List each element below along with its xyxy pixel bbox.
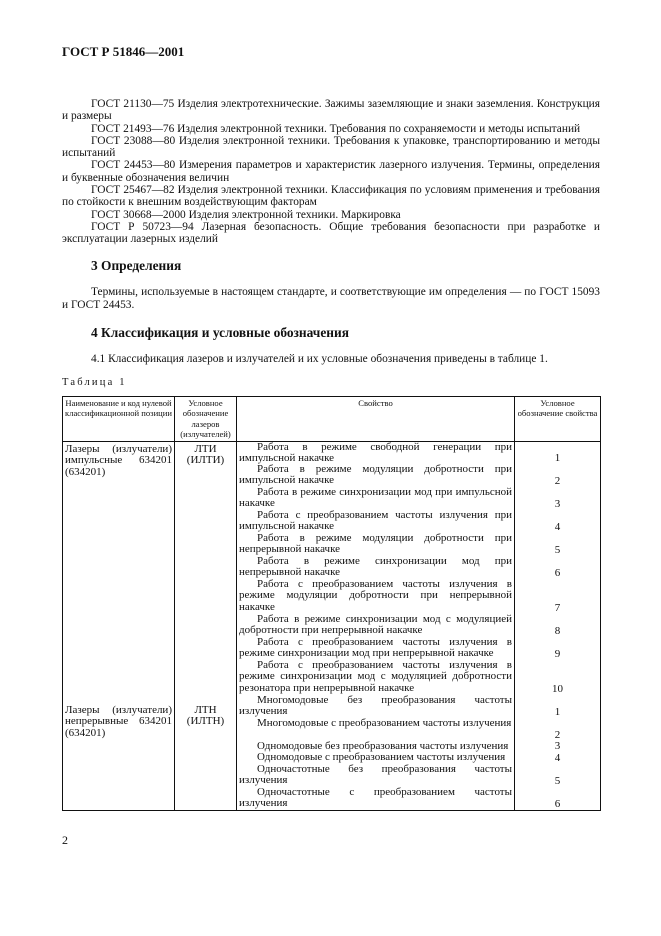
- normative-references: [62, 98, 600, 246]
- table-header-row: [63, 397, 601, 442]
- property-text: Работа с преобразованием частоты излучения в режиме синхронизации мод с модуляцией добротности резонатора при непрерывной накачке: [239, 660, 512, 694]
- reference-item: ГОСТ 21493—76 Изделия электронной техники. Требования по сохраняемости и методы испытаний: [91, 122, 581, 135]
- property-text: Работа в режиме модуляции добротности при импульсной накачке: [239, 464, 512, 487]
- property-text: Одночастотные без преобразования частоты излучения: [239, 764, 512, 787]
- group-designation: ЛТИ (ИЛТИ): [175, 442, 237, 696]
- property-text: Одночастотные с преобразованием частоты излучения: [239, 787, 512, 810]
- property-code: 2: [554, 728, 561, 741]
- group-properties: [237, 695, 515, 811]
- table-group-row: [63, 695, 601, 811]
- property-text: Работа в режиме синхронизации мод при непрерывной накачке: [239, 556, 512, 579]
- group-name-code: Лазеры (излучатели) импульсные 634201 (634201): [63, 442, 175, 696]
- group-name-code: Лазеры (излучатели) непрерывные 634201 (634201): [63, 695, 175, 811]
- property-code: 2: [554, 474, 561, 487]
- property-code: 7: [554, 601, 561, 614]
- reference-item: ГОСТ 24453—80 Измерения параметров и характеристик лазерного излучения. Термины, определения и буквенные обозначения величин: [62, 159, 600, 184]
- document-header: ГОСТ Р 51846—2001: [62, 44, 185, 59]
- property-text: Работа с преобразованием частоты излучения в режиме модуляции добротности при непрерывной накачке: [239, 579, 512, 613]
- property-code: 4: [554, 520, 561, 533]
- header-designation: Условное обозначение лазеров (излучателей): [175, 397, 237, 442]
- property-code: 3: [554, 739, 561, 752]
- reference-item: ГОСТ 30668—2000 Изделия электронной техники. Маркировка: [91, 208, 401, 221]
- group-properties: [237, 442, 515, 696]
- group-property-codes: [515, 442, 601, 696]
- property-code: 1: [554, 451, 561, 464]
- property-text: Работа в режиме модуляции добротности при непрерывной накачке: [239, 533, 512, 556]
- property-text: Работа в режиме синхронизации мод с модуляцией добротности при непрерывной накачке: [239, 614, 512, 637]
- table-caption: Таблица 1: [62, 377, 127, 388]
- classification-table: [62, 396, 601, 811]
- reference-item: ГОСТ 23088—80 Изделия электронной техники. Требования к упаковке, транспортированию и методы испытаний: [62, 134, 600, 160]
- property-code: 3: [554, 497, 561, 510]
- group-property-codes: [515, 695, 601, 811]
- page-number: 2: [62, 833, 68, 847]
- property-code: 5: [554, 774, 561, 787]
- header-property-code: Условное обозначение свойства: [515, 397, 601, 442]
- property-code: 9: [554, 647, 561, 660]
- property-text: Многомодовые без преобразования частоты излучения: [239, 695, 512, 718]
- property-code: 6: [554, 566, 561, 579]
- property-text: Работа в режиме свободной генерации при импульсной накачке: [239, 442, 512, 464]
- property-text: Одномодовые с преобразованием частоты излучения: [257, 752, 506, 763]
- property-text: Многомодовые с преобразованием частоты излучения: [257, 718, 512, 729]
- property-text: Работа с преобразованием частоты излучения в режиме синхронизации мод при непрерывной накачке: [239, 637, 512, 660]
- section-4-text: 4.1 Классификация лазеров и излучателей и их условные обозначения приведены в таблице 1.: [91, 353, 548, 365]
- property-text: Работа с преобразованием частоты излучения при импульсной накачке: [239, 510, 512, 533]
- property-code: 5: [554, 543, 561, 556]
- reference-item: ГОСТ 21130—75 Изделия электротехнические. Зажимы заземляющие и знаки заземления. Конструкция и размеры: [62, 98, 600, 123]
- header-name-code: Наименование и код нулевой классификационной позиции: [63, 397, 175, 442]
- reference-item: ГОСТ Р 50723—94 Лазерная безопасность. Общие требования безопасности при разработке и эксплуатации лазерных изделий: [62, 220, 600, 246]
- header-property: Свойство: [237, 397, 515, 442]
- table-group-row: [63, 442, 601, 696]
- reference-item: ГОСТ 25467—82 Изделия электронной техники. Классификация по условиям применения и требования по стойкости к внешним воздействующим факторам: [62, 184, 600, 209]
- property-code: 6: [554, 797, 561, 810]
- property-text: Одномодовые без преобразования частоты излучения: [257, 741, 509, 752]
- property-code: 1: [554, 705, 561, 718]
- property-code: 4: [554, 751, 561, 764]
- property-code: 8: [554, 624, 561, 637]
- property-code: 10: [552, 682, 563, 695]
- section-4-heading: 4 Классификация и условные обозначения: [91, 325, 349, 340]
- section-3-heading: 3 Определения: [91, 258, 182, 273]
- property-text: Работа в режиме синхронизации мод при импульсной накачке: [239, 487, 512, 510]
- section-3-text: Термины, используемые в настоящем стандарте, и соответствующие им определения — по ГОСТ 15093 и ГОСТ 24453.: [62, 286, 600, 311]
- group-designation: ЛТН (ИЛТН): [175, 695, 237, 811]
